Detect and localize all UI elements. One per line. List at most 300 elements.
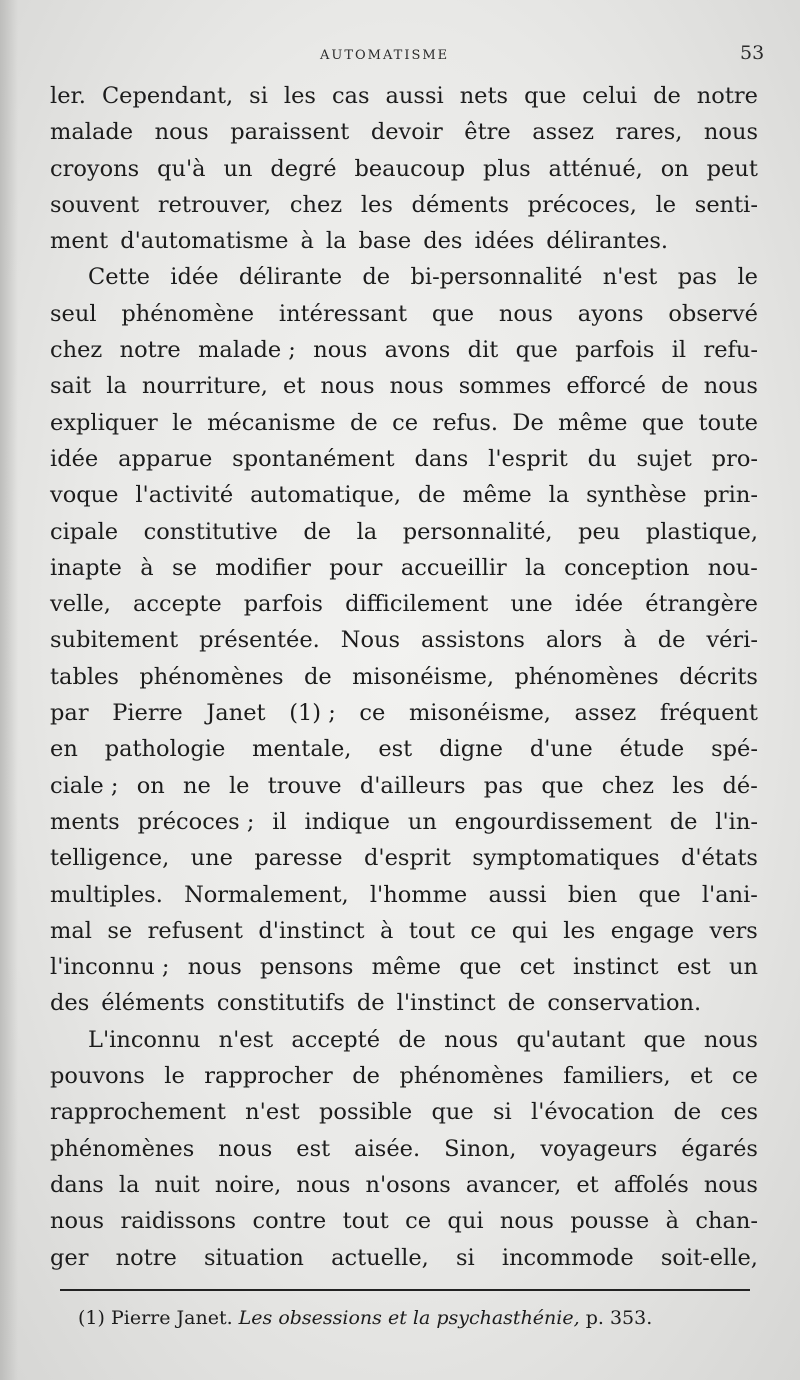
text-line bbox=[50, 1240, 758, 1276]
word: il bbox=[272, 808, 287, 835]
text-line bbox=[50, 477, 758, 513]
word: de bbox=[673, 1099, 702, 1126]
footnote-title: Les obsessions et la psychasthénie, bbox=[238, 1307, 580, 1329]
word: conception bbox=[564, 554, 690, 581]
word: que bbox=[638, 881, 681, 908]
word: base bbox=[358, 228, 412, 255]
word: ce bbox=[405, 1208, 432, 1235]
word: toute bbox=[698, 409, 758, 436]
word: pousse bbox=[570, 1208, 650, 1235]
text-line bbox=[50, 78, 758, 114]
word: nous bbox=[498, 300, 553, 327]
word: inapte bbox=[50, 554, 122, 581]
word: engage bbox=[610, 917, 695, 944]
word: nous bbox=[499, 1208, 554, 1235]
word: il bbox=[671, 337, 687, 364]
word: le bbox=[737, 264, 758, 291]
word: la bbox=[525, 554, 546, 581]
word: de bbox=[356, 990, 385, 1017]
word: être bbox=[464, 119, 511, 146]
text-line bbox=[50, 731, 758, 767]
word: Normalement, bbox=[184, 881, 349, 908]
word: chez bbox=[50, 337, 103, 364]
word: sujet bbox=[636, 445, 692, 472]
word: De bbox=[512, 409, 544, 436]
word: un bbox=[407, 808, 437, 835]
body-text bbox=[50, 78, 758, 1276]
text-line bbox=[50, 913, 758, 949]
word: pour bbox=[329, 554, 383, 581]
word: prin- bbox=[703, 482, 758, 509]
word: l'évocation bbox=[531, 1099, 655, 1126]
text-line bbox=[50, 768, 758, 804]
word: senti- bbox=[694, 191, 758, 218]
word: peu bbox=[578, 518, 621, 545]
word: misonéisme, bbox=[408, 700, 551, 727]
word: dit bbox=[467, 337, 499, 364]
word: notre bbox=[696, 83, 758, 109]
word: nous bbox=[218, 1135, 273, 1162]
word: assez bbox=[532, 119, 594, 146]
word: alors bbox=[545, 627, 603, 654]
word: modifier bbox=[215, 554, 311, 581]
word: nous bbox=[50, 1208, 105, 1235]
word: fréquent bbox=[659, 700, 758, 727]
word: qu'autant bbox=[516, 1026, 626, 1053]
text-line bbox=[50, 332, 758, 368]
word: phénomènes bbox=[514, 663, 659, 690]
text-line bbox=[50, 114, 758, 150]
word: même bbox=[462, 482, 532, 509]
word: indique bbox=[304, 808, 390, 835]
word: celui bbox=[582, 83, 638, 109]
word: sait bbox=[50, 373, 92, 400]
text-line bbox=[50, 1094, 758, 1130]
word: chez bbox=[289, 191, 343, 218]
word: personnalité, bbox=[402, 518, 553, 545]
word: idée bbox=[50, 445, 99, 472]
word: que bbox=[643, 1026, 686, 1053]
word: que bbox=[515, 337, 558, 364]
word: présentée. bbox=[199, 627, 320, 654]
word: à bbox=[300, 228, 314, 255]
word: pas bbox=[677, 264, 718, 291]
word: ler. bbox=[50, 83, 86, 109]
word: Nous bbox=[340, 627, 401, 654]
word: nous bbox=[320, 373, 375, 400]
word: ce bbox=[392, 409, 419, 436]
word: accepté bbox=[291, 1026, 381, 1053]
word: sommes bbox=[458, 373, 552, 400]
page-shadow-edge bbox=[0, 0, 18, 1380]
word: à bbox=[140, 554, 154, 581]
word: malade bbox=[50, 119, 134, 146]
word: velle, bbox=[50, 591, 111, 618]
word: ne bbox=[182, 772, 211, 799]
word: nets bbox=[459, 83, 509, 109]
word: rares, bbox=[615, 119, 683, 146]
word: phénomène bbox=[121, 300, 255, 327]
word: l'ani- bbox=[701, 881, 758, 908]
word: parfois bbox=[575, 337, 655, 364]
word: de bbox=[417, 482, 446, 509]
page-header bbox=[0, 38, 800, 78]
word: aussi bbox=[488, 881, 547, 908]
text-line bbox=[50, 187, 758, 223]
word: nous bbox=[703, 1171, 758, 1198]
word: tout bbox=[342, 1208, 389, 1235]
word: étude bbox=[619, 736, 685, 763]
word: intéressant bbox=[278, 300, 408, 327]
word: assez bbox=[574, 700, 637, 727]
word: spé- bbox=[711, 736, 758, 763]
word: idée bbox=[170, 264, 219, 291]
word: égarés bbox=[681, 1135, 758, 1162]
word: chan- bbox=[695, 1208, 758, 1235]
word: phénomènes bbox=[139, 663, 284, 690]
text-line bbox=[50, 1203, 758, 1239]
text-line bbox=[50, 550, 758, 586]
word: noire, bbox=[214, 1171, 282, 1198]
word: digne bbox=[439, 736, 503, 763]
word: misonéisme, bbox=[352, 663, 495, 690]
word: conservation. bbox=[547, 990, 702, 1017]
word: trouve bbox=[267, 772, 342, 799]
word: nous bbox=[296, 1171, 351, 1198]
word: on bbox=[136, 772, 165, 799]
word: qui bbox=[511, 917, 548, 944]
word: expliquer bbox=[50, 409, 158, 436]
word: n'osons bbox=[365, 1171, 451, 1198]
text-line bbox=[50, 659, 758, 695]
word: refu- bbox=[703, 337, 758, 364]
word: d'ailleurs bbox=[359, 772, 466, 799]
word: ayons bbox=[577, 300, 644, 327]
word: Janet bbox=[206, 700, 266, 727]
word: assistons bbox=[421, 627, 525, 654]
word: à bbox=[623, 627, 637, 654]
word: un bbox=[223, 155, 253, 182]
word: que bbox=[431, 300, 475, 327]
word: Sinon, bbox=[444, 1135, 517, 1162]
word: mentale, bbox=[252, 736, 352, 763]
text-line bbox=[50, 949, 758, 985]
word: parfois bbox=[243, 591, 323, 618]
word: de bbox=[362, 264, 391, 291]
word: rapprochement bbox=[50, 1099, 226, 1126]
word: L'inconnu bbox=[88, 1026, 201, 1053]
word: l'homme bbox=[369, 881, 468, 908]
word: vers bbox=[709, 917, 758, 944]
text-line bbox=[50, 804, 758, 840]
word: dé- bbox=[722, 772, 758, 799]
word: décrits bbox=[679, 663, 758, 690]
word: ce bbox=[732, 1063, 758, 1090]
word: que bbox=[541, 772, 584, 799]
word: telligence, bbox=[50, 845, 170, 872]
word: voyageurs bbox=[540, 1135, 658, 1162]
text-line bbox=[50, 840, 758, 876]
word: accepte bbox=[132, 591, 222, 618]
word: l'inconnu ; bbox=[50, 954, 170, 981]
word: tables bbox=[50, 663, 119, 690]
word: ces bbox=[720, 1099, 758, 1126]
word: on bbox=[660, 155, 689, 182]
word: instinct bbox=[572, 954, 659, 981]
word: pas bbox=[483, 772, 524, 799]
word: d'instinct bbox=[258, 917, 365, 944]
word: aussi bbox=[385, 83, 444, 109]
word: de bbox=[303, 518, 332, 545]
word: notre bbox=[119, 337, 181, 364]
word: le bbox=[164, 1063, 185, 1090]
word: ciale ; bbox=[50, 772, 119, 799]
word: efforcé bbox=[566, 373, 646, 400]
word: éléments bbox=[101, 990, 205, 1017]
word: nous bbox=[703, 1026, 758, 1053]
word: pro- bbox=[711, 445, 758, 472]
word: d'esprit bbox=[364, 845, 451, 872]
word: chez bbox=[601, 772, 655, 799]
word: aisée. bbox=[354, 1135, 421, 1162]
text-line bbox=[50, 405, 758, 441]
word: retrouver, bbox=[157, 191, 272, 218]
word: d'automatisme bbox=[120, 228, 289, 255]
word: le bbox=[172, 409, 193, 436]
word: des bbox=[50, 990, 90, 1017]
word: (1) ; bbox=[289, 700, 336, 727]
word: les bbox=[360, 191, 393, 218]
word: incommode bbox=[501, 1244, 634, 1271]
word: est bbox=[676, 954, 711, 981]
text-line bbox=[50, 151, 758, 187]
word: automatique, bbox=[250, 482, 401, 509]
word: synthèse bbox=[586, 482, 687, 509]
word: des bbox=[423, 228, 463, 255]
word: dans bbox=[50, 1171, 104, 1198]
word: si bbox=[455, 1244, 475, 1271]
word: pathologie bbox=[104, 736, 226, 763]
word: à bbox=[380, 917, 394, 944]
word: idée bbox=[574, 591, 624, 618]
text-line bbox=[50, 259, 758, 295]
word: soit-elle, bbox=[660, 1244, 758, 1271]
word: la bbox=[548, 482, 570, 509]
word: possible bbox=[319, 1099, 413, 1126]
word: le bbox=[655, 191, 677, 218]
word: familiers, bbox=[563, 1063, 671, 1090]
running-title: AUTOMATISME bbox=[320, 48, 450, 63]
word: pensons bbox=[260, 954, 354, 981]
word: de bbox=[352, 1063, 380, 1090]
word: actuelle, bbox=[331, 1244, 429, 1271]
word: le bbox=[228, 772, 250, 799]
word: difficilement bbox=[345, 591, 489, 618]
word: la bbox=[356, 518, 378, 545]
word: spontanément bbox=[232, 445, 395, 472]
word: nous bbox=[313, 337, 368, 364]
text-line bbox=[50, 1131, 758, 1167]
word: atténué, bbox=[548, 155, 643, 182]
word: subitement bbox=[50, 627, 179, 654]
word: notre bbox=[115, 1244, 177, 1271]
word: bien bbox=[567, 881, 618, 908]
text-line bbox=[50, 985, 758, 1021]
word: cas bbox=[331, 83, 370, 109]
word: et bbox=[690, 1063, 713, 1090]
page-number: 53 bbox=[740, 42, 765, 64]
word: plastique, bbox=[645, 518, 758, 545]
word: refusent bbox=[147, 917, 243, 944]
word: seul bbox=[50, 300, 97, 327]
word: rapprocher bbox=[204, 1063, 333, 1090]
word: précoces ; bbox=[137, 808, 255, 835]
text-line bbox=[50, 622, 758, 658]
word: apparue bbox=[118, 445, 213, 472]
word: paraissent bbox=[230, 119, 350, 146]
word: tout bbox=[408, 917, 455, 944]
word: idées bbox=[474, 228, 535, 255]
word: en bbox=[50, 736, 78, 763]
word: contre bbox=[252, 1208, 327, 1235]
word: croyons bbox=[50, 155, 140, 182]
word: mal bbox=[50, 917, 92, 944]
word: de bbox=[653, 83, 681, 109]
text-line bbox=[50, 1167, 758, 1203]
word: nuit bbox=[154, 1171, 200, 1198]
word: véri- bbox=[706, 627, 758, 654]
footnote-author: Pierre Janet. bbox=[110, 1307, 233, 1329]
word: degré bbox=[270, 155, 337, 182]
word: l'activité bbox=[135, 482, 234, 509]
word: nous bbox=[187, 954, 242, 981]
word: voque bbox=[50, 482, 119, 509]
word: une bbox=[510, 591, 553, 618]
word: les bbox=[283, 83, 316, 109]
word: l'esprit bbox=[488, 445, 568, 472]
word: de bbox=[350, 409, 378, 436]
word: que bbox=[641, 409, 685, 436]
word: de bbox=[303, 663, 332, 690]
word: avons bbox=[384, 337, 451, 364]
word: la bbox=[106, 373, 127, 400]
word: ments bbox=[50, 808, 120, 835]
word: est bbox=[378, 736, 413, 763]
footnote-rule bbox=[60, 1289, 750, 1291]
word: si bbox=[492, 1099, 512, 1126]
word: Cette bbox=[88, 264, 150, 291]
word: précoces, bbox=[527, 191, 637, 218]
word: cet bbox=[519, 954, 555, 981]
text-line bbox=[50, 514, 758, 550]
word: situation bbox=[203, 1244, 304, 1271]
word: que bbox=[431, 1099, 474, 1126]
word: plus bbox=[483, 155, 531, 182]
text-line bbox=[50, 1058, 758, 1094]
word: l'in- bbox=[715, 808, 758, 835]
word: n'est bbox=[245, 1099, 300, 1126]
word: et bbox=[576, 1171, 599, 1198]
footnote-page: p. 353. bbox=[585, 1307, 653, 1329]
word: ce bbox=[359, 700, 386, 727]
word: peut bbox=[706, 155, 758, 182]
word: accueillir bbox=[400, 554, 507, 581]
word: phénomènes bbox=[399, 1063, 544, 1090]
word: délirante bbox=[238, 264, 343, 291]
word: devoir bbox=[370, 119, 443, 146]
word: une bbox=[190, 845, 233, 872]
word: phénomènes bbox=[50, 1135, 195, 1162]
word: constitutifs bbox=[216, 990, 345, 1017]
word: n'est bbox=[218, 1026, 274, 1053]
word: ger bbox=[50, 1244, 89, 1271]
word: constitutive bbox=[143, 518, 278, 545]
text-line bbox=[50, 441, 758, 477]
word: et bbox=[283, 373, 306, 400]
word: par bbox=[50, 700, 89, 727]
word: avancer, bbox=[465, 1171, 562, 1198]
word: la bbox=[325, 228, 347, 255]
word: que bbox=[524, 83, 567, 109]
text-line bbox=[50, 586, 758, 622]
text-line bbox=[50, 296, 758, 332]
word: est bbox=[296, 1135, 331, 1162]
footnote-marker: (1) bbox=[78, 1307, 105, 1329]
footnote bbox=[78, 1304, 748, 1332]
word: affolés bbox=[613, 1171, 689, 1198]
word: pouvons bbox=[50, 1063, 145, 1090]
word: mécanisme bbox=[207, 409, 336, 436]
word: nous bbox=[154, 119, 209, 146]
word: dans bbox=[414, 445, 469, 472]
word: de bbox=[661, 373, 689, 400]
word: se bbox=[172, 554, 197, 581]
word: n'est bbox=[602, 264, 658, 291]
word: nous bbox=[389, 373, 444, 400]
word: la bbox=[118, 1171, 140, 1198]
word: ce bbox=[470, 917, 497, 944]
word: les bbox=[672, 772, 705, 799]
word: se bbox=[107, 917, 133, 944]
word: d'états bbox=[681, 845, 758, 872]
text-line bbox=[50, 877, 758, 913]
word: l'instinct bbox=[396, 990, 496, 1017]
word: que bbox=[459, 954, 502, 981]
word: bi-personnalité bbox=[410, 264, 583, 291]
word: refus. bbox=[432, 409, 499, 436]
word: de bbox=[657, 627, 686, 654]
word: si bbox=[249, 83, 268, 109]
word: raidissons bbox=[120, 1208, 237, 1235]
word: même bbox=[558, 409, 628, 436]
word: de bbox=[507, 990, 536, 1017]
word: Pierre bbox=[112, 700, 183, 727]
word: de bbox=[398, 1026, 426, 1053]
word: un bbox=[728, 954, 758, 981]
word: souvent bbox=[50, 191, 140, 218]
word: délirantes. bbox=[546, 228, 669, 255]
word: d'une bbox=[529, 736, 593, 763]
word: paresse bbox=[254, 845, 343, 872]
text-line bbox=[50, 1022, 758, 1058]
word: multiples. bbox=[50, 881, 163, 908]
word: cipale bbox=[50, 518, 119, 545]
word: symptomatiques bbox=[472, 845, 660, 872]
word: observé bbox=[668, 300, 758, 327]
word: les bbox=[563, 917, 596, 944]
text-line bbox=[50, 223, 758, 259]
word: Cependant, bbox=[101, 83, 234, 109]
